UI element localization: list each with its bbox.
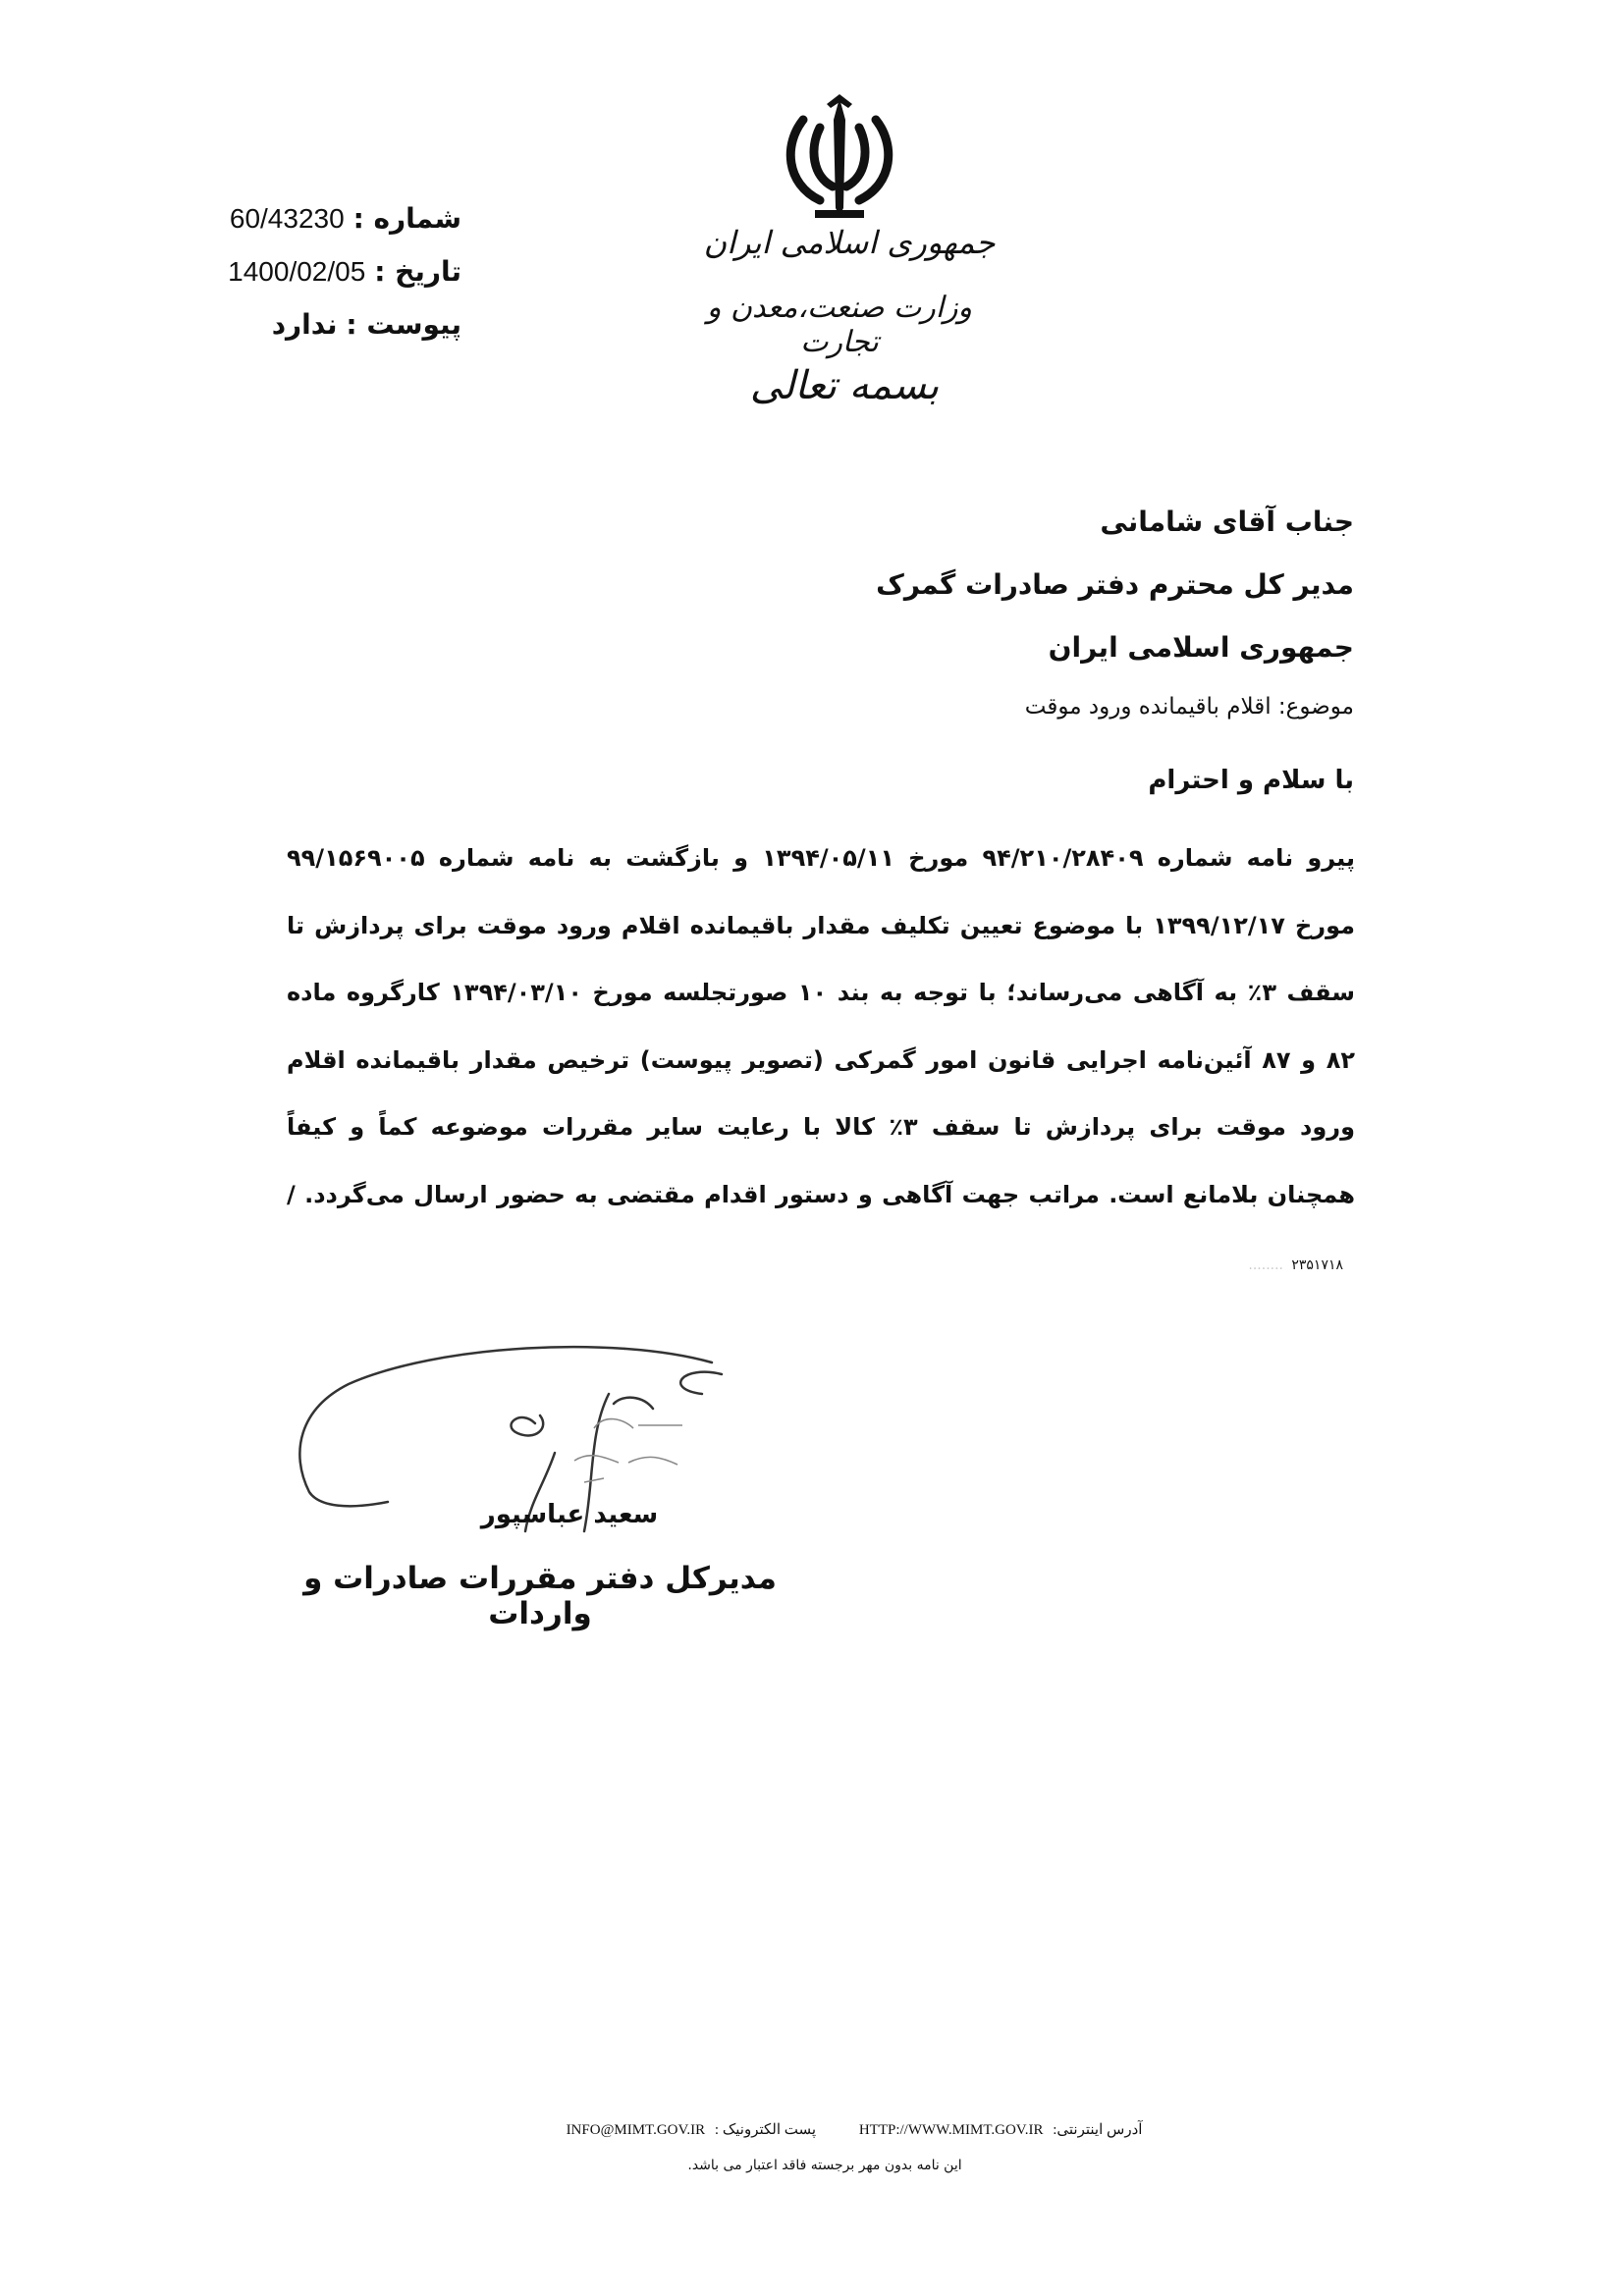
- letter-date-row: [147, 245, 461, 298]
- recipient-block: [372, 491, 1354, 734]
- footer-website: [859, 2122, 1143, 2138]
- letter-body: [287, 825, 1355, 1300]
- footer-website-value: HTTP://WWW.MIMT.GOV.IR: [858, 2122, 1044, 2138]
- footer-notice: این نامه بدون مهر برجسته فاقد اعتبار می باشد.: [687, 2158, 962, 2173]
- body-paragraph: پیرو نامه شماره ۹۴/۲۱۰/۲۸۴۰۹ مورخ ۱۳۹۴/۰۵/۱۱ و بازگشت به نامه شماره ۹۹/۱۵۶۹۰۰۵ مورخ ۱۳۹۹/۱۲/۱۷ با موضوع تعیین تکلیف مقدار باقیمانده اقلام ورود موقت برای پردازش تا سقف ۳٪ به آگاهی می‌رساند؛ با توجه به بند ۱۰ صورتجلسه مورخ ۱۳۹۴/۰۳/۱۰ کارگروه ماده ۸۲ و ۸۷ آئین‌نامه اجرایی قانون امور گمرکی (تصویر پیوست) ترخیص مقدار باقیمانده اقلام ورود موقت برای پردازش تا سقف ۳٪ کالا با رعایت سایر مقررات موضوعه کماً و کیفاً همچنان بلامانع است. مراتب جهت آگاهی و دستور اقدام مقتضی به حضور ارسال می‌گردد. /: [287, 844, 1356, 1208]
- letter-date-value: 1400/02/05: [228, 256, 366, 287]
- letter-date-label: تاریخ :: [374, 255, 461, 288]
- footer-email: [567, 2122, 820, 2138]
- greeting: با سلام و احترام: [1148, 766, 1354, 795]
- letter-number-row: [147, 192, 461, 245]
- signatory-title: مدیرکل دفتر مقررات صادرات و واردات: [303, 1561, 777, 1631]
- header-basmala: بسمه تعالی: [749, 363, 940, 408]
- letter-number-label: شماره :: [352, 202, 461, 235]
- recipient-position: مدیر کل محترم دفتر صادرات گمرک: [876, 568, 1354, 601]
- letter-subject: موضوع: اقلام باقیمانده ورود موقت: [1024, 694, 1354, 720]
- footer-email-value: INFO@MIMT.GOV.IR: [566, 2122, 706, 2138]
- letter-attachment-value: ندارد: [271, 308, 338, 341]
- iran-emblem-icon: [776, 90, 903, 228]
- letter-attachment-row: [147, 298, 461, 351]
- header-republic: جمهوری اسلامی ایران: [703, 224, 996, 261]
- letter-meta: [147, 192, 461, 351]
- header-ministry: وزارت صنعت،معدن و تجارت: [706, 291, 973, 359]
- recipient-name: جناب آقای شامانی: [1100, 506, 1354, 538]
- signatory-name: سعید عباسپور: [480, 1500, 659, 1529]
- footer-website-label: آدرس اینترنتی:: [1053, 2122, 1143, 2138]
- letter-number-value: 60/43230: [229, 203, 345, 234]
- letter-attachment-label: پیوست :: [346, 308, 461, 341]
- footer-contact: [412, 2120, 1296, 2139]
- recipient-organization: جمهوری اسلامی ایران: [1048, 631, 1354, 664]
- faint-dots: ........: [1248, 1257, 1283, 1273]
- footer-email-label: پست الکترونیک :: [714, 2122, 817, 2138]
- reference-number: ۲۳۵۱۷۱۸: [1291, 1257, 1343, 1273]
